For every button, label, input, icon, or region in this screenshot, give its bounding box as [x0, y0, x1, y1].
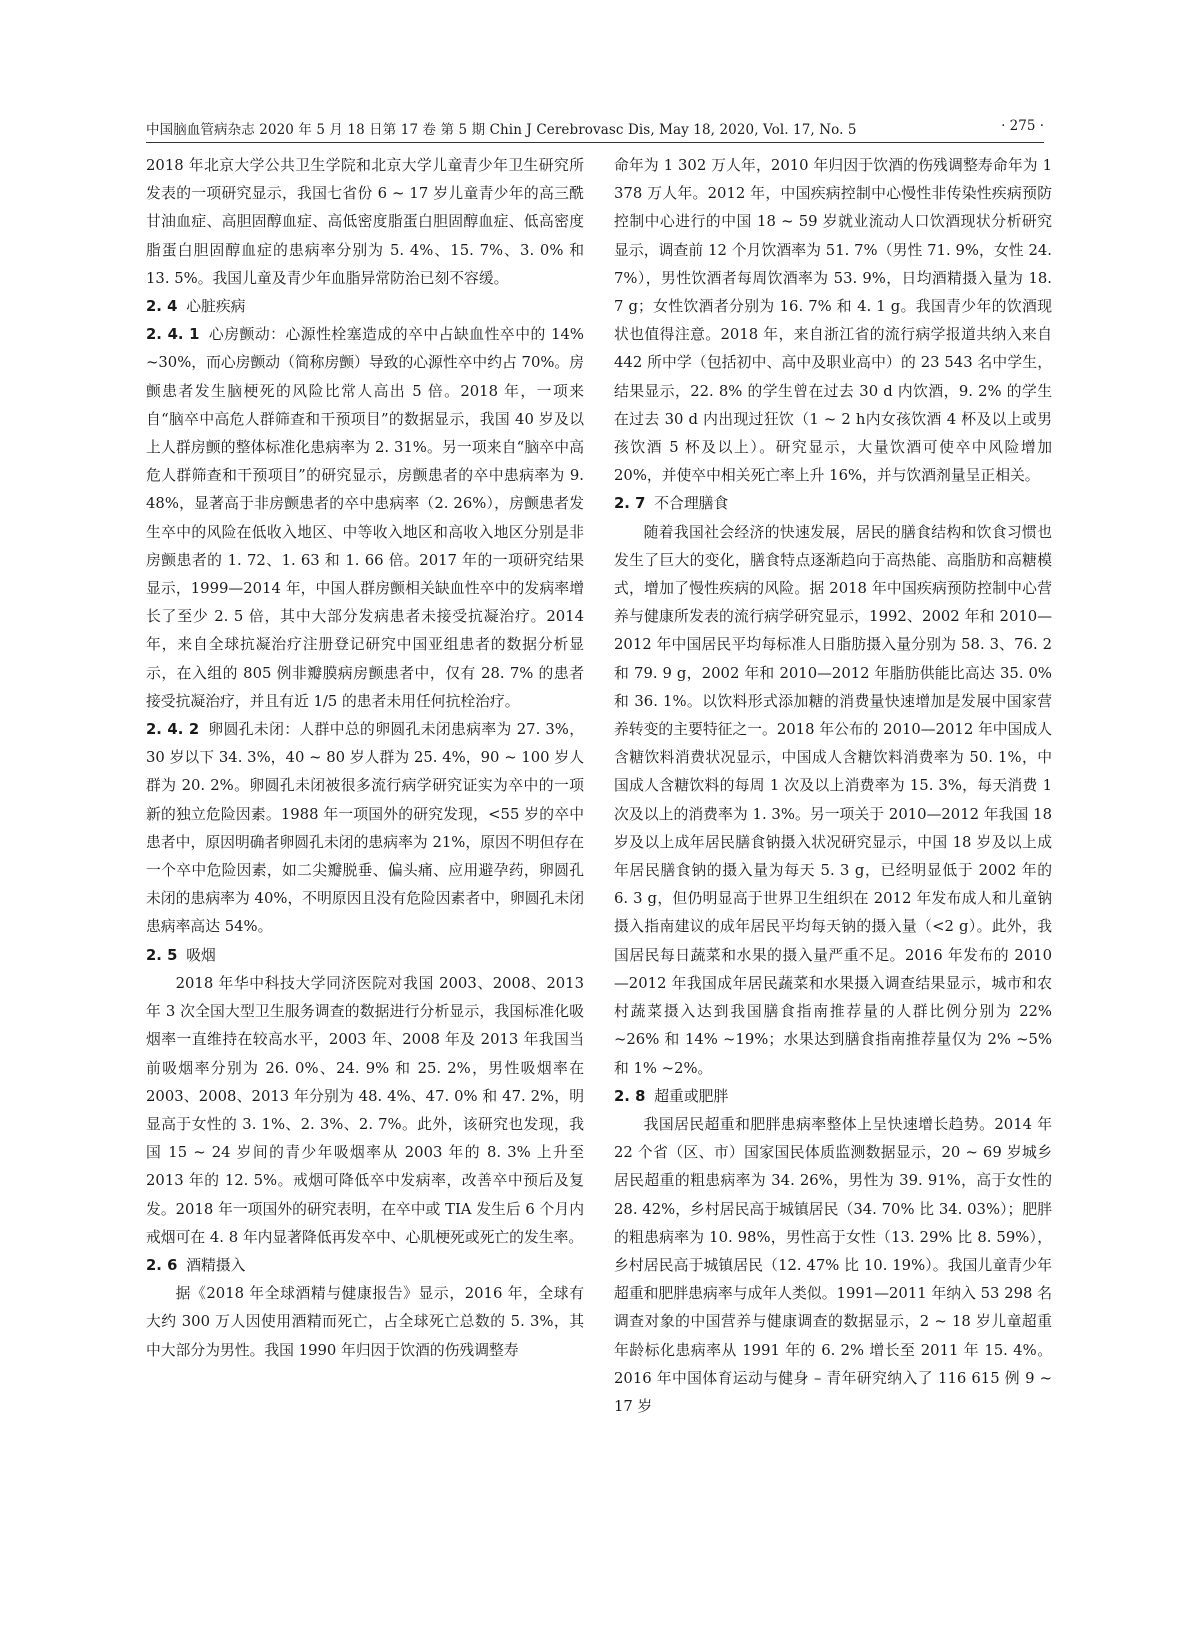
section-title: 不合理膳食	[654, 495, 729, 513]
section-number: 2. 5	[146, 946, 178, 964]
paragraph: 2018 年北京大学公共卫生学院和北京大学儿童青少年卫生研究所发表的一项研究显示，我国七省份 6 ~ 17 岁儿童青少年的高三酰甘油血症、高胆固醇血症、高低密度脂蛋白胆固醇血症、低高密度脂蛋白胆固醇血症的患病率分别为 5. 4%、15. 7%、3. 0% 和 13. 5%。我国儿童及青少年血脂异常防治已刻不容缓。	[146, 157, 584, 287]
subsection-text: 心房颤动：心源性栓塞造成的卒中占缺血性卒中的 14% ~30%，而心房颤动（简称房颤）导致的心源性卒中约占 70%。房颤患者发生脑梗死的风险比常人高出 5 倍。2018 年，一项来自“脑卒中高危人群筛查和干预项目”的数据显示，我国 40 岁及以上人群房颤的整体标准化患病率为 2. 31%。另一项来自“脑卒中高危人群筛查和干预项目”的研究显示，房颤患者的卒中患病率为 9. 48%，显著高于非房颤患者的卒中患病率（2. 26%），房颤患者发生卒中的风险在低收入地区、中等收入地区和高收入地区分别是非房颤患者的 1. 72、1. 63 和 1. 66 倍。2017 年的一项研究结果显示，1999—2014 年，中国人群房颤相关缺血性卒中的发病率增长了至少 2. 5 倍，其中大部分发病患者未接受抗凝治疗。2014 年，来自全球抗凝治疗注册登记研究中国亚组患者的数据分析显示，在入组的 805 例非瓣膜病房颤患者中，仅有 28. 7% 的患者接受抗凝治疗，并且有近 1/5 的患者未用任何抗栓治疗。	[146, 326, 585, 710]
running-header	[146, 116, 1044, 143]
section-number: 2. 8	[614, 1087, 646, 1105]
paragraph: 2018 年华中科技大学同济医院对我国 2003、2008、2013 年 3 次全国大型卫生服务调查的数据进行分析显示，我国标准化吸烟率一直维持在较高水平，2003 年、2008 年及 2013 年我国当前吸烟率分别为 26. 0%、24. 9% 和 25. 2%，男性吸烟率在 2003、2008、2013 年分别为 48. 4%、47. 0% 和 47. 2%，明显高于女性的 3. 1%、2. 3%、2. 7%。此外，该研究也发现，我国 15 ~ 24 岁间的青少年吸烟率从 2003 年的 8. 3% 上升至 2013 年的 12. 5%。戒烟可降低卒中发病率，改善卒中预后及复发。2018 年一项国外的研究表明，在卒中或 TIA 发生后 6 个月内戒烟可在 4. 8 年内显著降低再发卒中、心肌梗死或死亡的发生率。	[146, 974, 584, 1246]
section-title: 超重或肥胖	[654, 1087, 729, 1105]
subsection-number: 2. 4. 1	[146, 326, 200, 344]
section-number: 2. 6	[146, 1256, 178, 1274]
paragraph: 据《2018 年全球酒精与健康报告》显示，2016 年，全球有大约 300 万人因使用酒精而死亡，占全球死亡总数的 5. 3%，其中大部分为男性。我国 1990 年归因于饮酒的伤残调整寿	[146, 1285, 584, 1359]
page-number: · 275 ·	[1001, 118, 1044, 134]
section-title: 心脏疾病	[186, 298, 246, 316]
journal-citation: 中国脑血管病杂志 2020 年 5 月 18 日第 17 卷 第 5 期 Chin J Cerebrovasc Dis, May 18, 2020, Vol. 17, No. 5	[146, 122, 857, 138]
paragraph: 命年为 1 302 万人年，2010 年归因于饮酒的伤残调整寿命年为 1 378 万人年。2012 年，中国疾病控制中心慢性非传染性疾病预防控制中心进行的中国 18 ~ 59 岁就业流动人口饮酒现状分析研究显示，调查前 12 个月饮酒率为 51. 7%（男性 71. 9%，女性 24. 7%），男性饮酒者每周饮酒率为 53. 9%，日均酒精摄入量为 18. 7 g；女性饮酒者分别为 16. 7% 和 4. 1 g。我国青少年的饮酒现状也值得注意。2018 年，来自浙江省的流行病学报道共纳入来自 442 所中学（包括初中、高中及职业高中）的 23 543 名中学生，结果显示，22. 8% 的学生曾在过去 30 d 内饮酒，9. 2% 的学生在过去 30 d 内出现过狂饮（1 ~ 2 h内女孩饮酒 4 杯及以上或男孩饮酒 5 杯及以上）。研究显示，大量饮酒可使卒中风险增加 20%，并使卒中相关死亡率上升 16%，并与饮酒剂量呈正相关。	[614, 157, 1052, 485]
section-number: 2. 7	[614, 495, 646, 513]
section-heading-2-7	[614, 490, 1052, 518]
subsection-number: 2. 4. 2	[146, 721, 200, 739]
section-title: 酒精摄入	[186, 1256, 246, 1274]
section-heading-2-5	[146, 942, 584, 970]
paragraph: 我国居民超重和肥胖患病率整体上呈快速增长趋势。2014 年 22 个省（区、市）国家国民体质监测数据显示，20 ~ 69 岁城乡居民超重的粗患病率为 34. 26%，男性为 39. 91%，高于女性的 28. 42%，乡村居民高于城镇居民（34. 70% 比 34. 03%）；肥胖的粗患病率为 10. 98%，男性高于女性（13. 29% 比 8. 59%），乡村居民高于城镇居民（12. 47% 比 10. 19%）。我国儿童青少年超重和肥胖患病率与成年人类似。1991—2011 年纳入 53 298 名调查对象的中国营养与健康调查的数据显示，2 ~ 18 岁儿童超重年龄标化患病率从 1991 年的 6. 2% 增长至 2011 年 15. 4%。2016 年中国体育运动与健身 – 青年研究纳入了 116 615 例 9 ~ 17 岁	[614, 1115, 1052, 1415]
paragraph: 随着我国社会经济的快速发展，居民的膳食结构和饮食习惯也发生了巨大的变化，膳食特点逐渐趋向于高热能、高脂肪和高糖模式，增加了慢性疾病的风险。据 2018 年中国疾病预防控制中心营养与健康所发表的流行病学研究显示，1992、2002 年和 2010—2012 年中国居民平均每标准人日脂肪摄入量分别为 58. 3、76. 2 和 79. 9 g，2002 年和 2010—2012 年脂肪供能比高达 35. 0% 和 36. 1%。以饮料形式添加糖的消费量快速增加是发展中国家营养转变的主要特征之一。2018 年公布的 2010—2012 年中国成人含糖饮料消费状况显示，中国成人含糖饮料消费率为 50. 1%，中国成人含糖饮料的每周 1 次及以上消费率为 15. 3%，每天消费 1 次及以上的消费率为 1. 3%。另一项关于 2010—2012 年我国 18 岁及以上成年居民膳食钠摄入状况研究显示，中国 18 岁及以上成年居民膳食钠的摄入量为每天 5. 3 g，已经明显低于 2002 年的 6. 3 g，但仍明显高于世界卫生组织在 2012 年发布成人和儿童钠摄入指南建议的成年居民平均每天钠的摄入量（<2 g）。此外，我国居民每日蔬菜和水果的摄入量严重不足。2016 年发布的 2010—2012 年我国成年居民蔬菜和水果摄入调查结果显示，城市和农村蔬菜摄入达到我国膳食指南推荐量的人群比例分别为 22% ~26% 和 14% ~19%；水果达到膳食指南推荐量仅为 2% ~5% 和 1% ~2%。	[614, 523, 1052, 1077]
subsection-text: 卵圆孔未闭：人群中总的卵圆孔未闭患病率为 27. 3%，30 岁以下 34. 3%，40 ~ 80 岁人群为 25. 4%，90 ~ 100 岁人群为 20. 2%。卵圆孔未闭被很多流行病学研究证实为卒中的一项新的独立危险因素。1988 年一项国外的研究发现，<55 岁的卒中患者中，原因明确者卵圆孔未闭的患病率为 21%，原因不明但存在一个卒中危险因素，如二尖瓣脱垂、偏头痛、应用避孕药，卵圆孔未闭的患病率为 40%，不明原因且没有危险因素者中，卵圆孔未闭患病率高达 54%。	[146, 721, 584, 936]
subsection-2-4-2	[146, 716, 584, 942]
section-heading-2-6	[146, 1252, 584, 1280]
section-heading-2-4	[146, 293, 584, 321]
section-heading-2-8	[614, 1083, 1052, 1111]
right-column	[614, 152, 1052, 1421]
subsection-2-4-1	[146, 321, 584, 716]
section-title: 吸烟	[186, 946, 216, 964]
section-number: 2. 4	[146, 298, 178, 316]
left-column	[146, 152, 584, 1365]
